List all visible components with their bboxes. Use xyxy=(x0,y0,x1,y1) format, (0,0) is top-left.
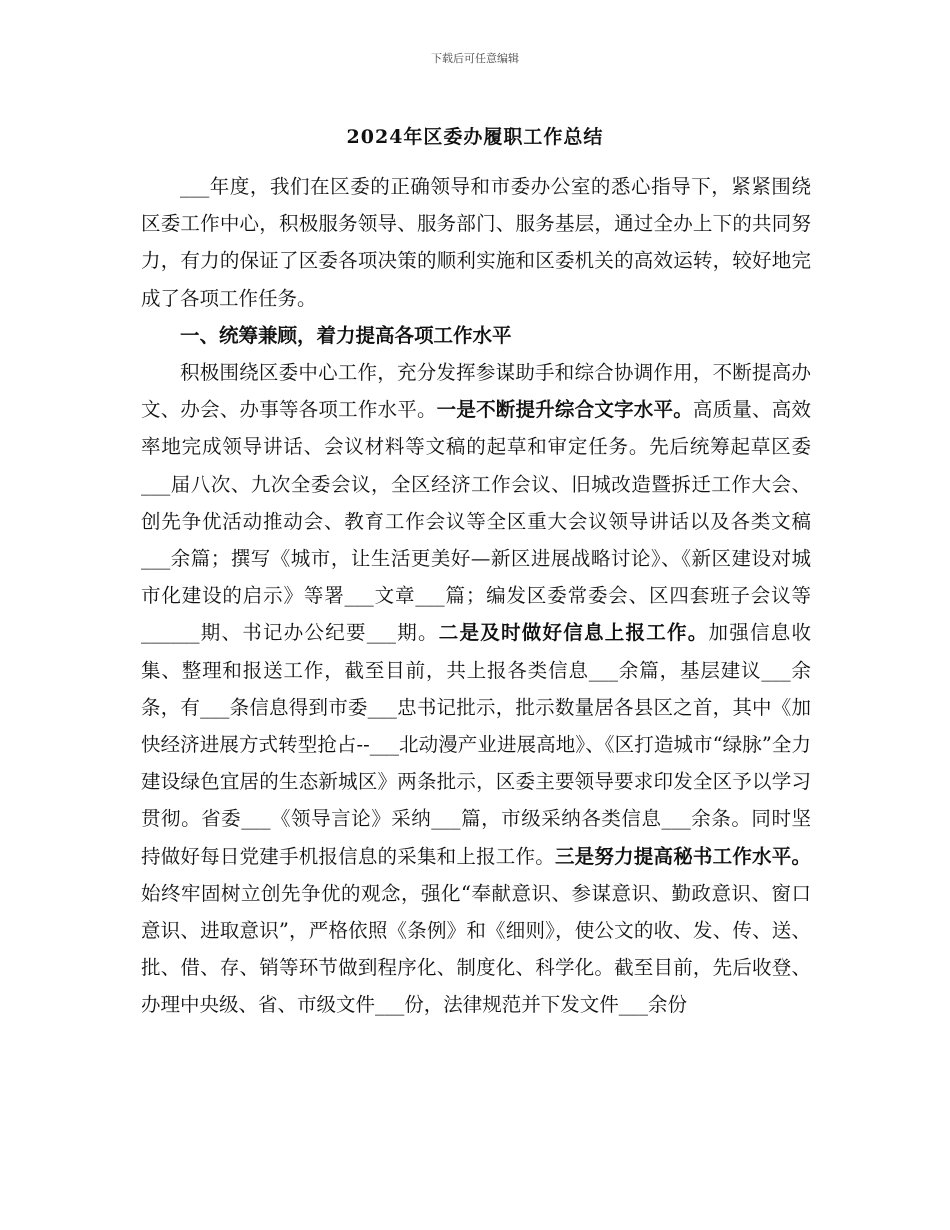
paragraph-text: 积极围绕区委中心工作，充分发挥参谋助手和综合协调作用，不断提高办文、办会、办事等各项工作水平。 xyxy=(141,361,811,422)
paragraph-text: 高质量、高效率地完成领导讲话、会议材料等文稿的起草和审定任务。先后统筹起草区委___届八次、九次全委会议，全区经济工作会议、旧城改造暨拆迁工作大会、创先争优活动推动会、教育工作会议等全区重大会议领导讲话以及各类文稿___余篇；撰写《城市，让生活更美好—新区进展战略讨论》、《新区建设对城市化建设的启示》等署___文章___篇；编发区委常委会、区四套班子会议等______期、书记办公纪要___期。 xyxy=(141,398,811,645)
bold-point-1: 一是不断提升综合文字水平。 xyxy=(436,398,693,422)
section-1-paragraph xyxy=(141,354,811,1024)
bold-point-2: 二是及时做好信息上报工作。 xyxy=(438,621,709,645)
intro-paragraph: ___年度，我们在区委的正确领导和市委办公室的悉心指导下，紧紧围绕区委工作中心，积极服务领导、服务部门、服务基层，通过全办上下的共同努力，有力的保证了区委各项决策的顺利实施和区委机关的高效运转，较好地完成了各项工作任务。 xyxy=(141,175,811,310)
document-title: 2024年区委办履职工作总结 xyxy=(346,126,604,148)
paragraph-text: 加强信息收集、整理和报送工作，截至目前，共上报各类信息___余篇，基层建议___余条，有___条信息得到市委___忠书记批示，批示数量居各县区之首，其中《加快经济进展方式转型抢占--___北动漫产业进展高地》、《区打造城市“绿脉”全力建设绿色宜居的生态新城区》两条批示，区委主要领导要求印发全区予以学习贯彻。省委___《领导言论》采纳___篇，市级采纳各类信息___余条。同时坚持做好每日党建手机报信息的采集和上报工作。 xyxy=(141,621,811,868)
section-heading-1: 一、统筹兼顾，着力提高各项工作水平 xyxy=(180,323,512,347)
document-body xyxy=(141,168,811,1024)
bold-point-3: 三是努力提高秘书工作水平。 xyxy=(554,844,811,868)
page-header: 下载后可任意编辑 xyxy=(431,52,519,65)
paragraph-text: 始终牢固树立创先争优的观念，强化“奉献意识、参谋意识、勤政意识、窗口意识、进取意识”，严格依照《条例》和《细则》，使公文的收、发、传、送、批、借、存、销等环节做到程序化、制度化、科学化。截至目前，先后收登、办理中央级、省、市级文件___份，法律规范并下发文件___余份 xyxy=(141,881,811,1017)
